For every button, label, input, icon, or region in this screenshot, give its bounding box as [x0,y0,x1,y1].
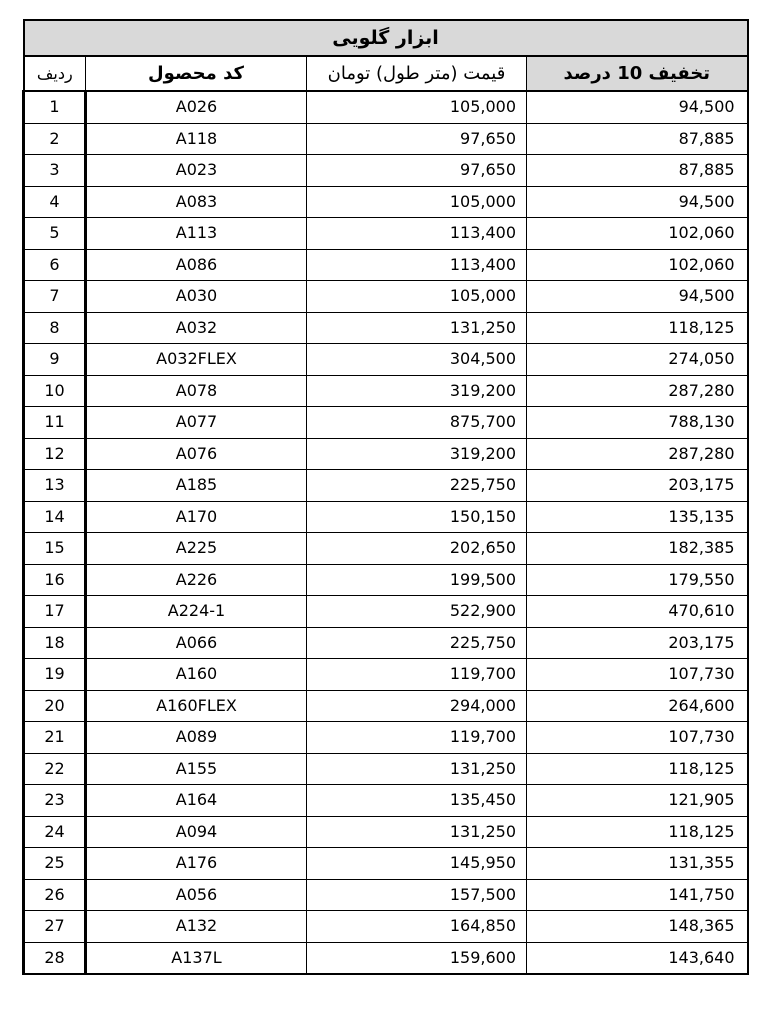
discount-price-cell: 94,500 [527,281,748,313]
price-cell: 225,750 [307,627,527,659]
row-index-cell: 10 [24,375,86,407]
discount-price-cell: 287,280 [527,375,748,407]
price-table [22,19,749,975]
row-index-cell: 11 [24,407,86,439]
discount-price-cell: 107,730 [527,659,748,691]
table-row [24,312,748,344]
price-cell: 105,000 [307,91,527,123]
table-row [24,627,748,659]
table-row [24,218,748,250]
row-index-cell: 25 [24,848,86,880]
discount-price-cell: 102,060 [527,249,748,281]
table-row [24,91,748,123]
price-cell: 202,650 [307,533,527,565]
price-cell: 150,150 [307,501,527,533]
row-index-cell: 2 [24,123,86,155]
price-cell: 131,250 [307,753,527,785]
price-cell: 294,000 [307,690,527,722]
table-row [24,942,748,974]
price-cell: 135,450 [307,785,527,817]
table-row [24,785,748,817]
product-code-cell: A023 [86,155,307,187]
discount-price-cell: 135,135 [527,501,748,533]
row-index-cell: 15 [24,533,86,565]
header-price: قیمت (متر طول) تومان [307,56,527,91]
product-code-cell: A118 [86,123,307,155]
table-row [24,879,748,911]
product-code-cell: A160 [86,659,307,691]
discount-price-cell: 274,050 [527,344,748,376]
row-index-cell: 7 [24,281,86,313]
table-row [24,155,748,187]
discount-price-cell: 87,885 [527,123,748,155]
table-title-row [24,20,748,56]
table-row [24,533,748,565]
product-code-cell: A089 [86,722,307,754]
table-row [24,123,748,155]
discount-price-cell: 203,175 [527,627,748,659]
price-cell: 131,250 [307,312,527,344]
discount-price-cell: 788,130 [527,407,748,439]
row-index-cell: 6 [24,249,86,281]
row-index-cell: 5 [24,218,86,250]
discount-price-cell: 118,125 [527,816,748,848]
header-index: ردیف [24,56,86,91]
discount-price-cell: 470,610 [527,596,748,628]
discount-price-cell: 148,365 [527,911,748,943]
row-index-cell: 22 [24,753,86,785]
price-cell: 97,650 [307,155,527,187]
price-cell: 319,200 [307,375,527,407]
price-cell: 119,700 [307,722,527,754]
table-row [24,344,748,376]
row-index-cell: 8 [24,312,86,344]
product-code-cell: A113 [86,218,307,250]
price-cell: 113,400 [307,218,527,250]
discount-price-cell: 141,750 [527,879,748,911]
product-code-cell: A066 [86,627,307,659]
discount-price-cell: 94,500 [527,186,748,218]
product-code-cell: A224-1 [86,596,307,628]
discount-price-cell: 143,640 [527,942,748,974]
table-row [24,249,748,281]
discount-price-cell: 182,385 [527,533,748,565]
row-index-cell: 24 [24,816,86,848]
price-cell: 159,600 [307,942,527,974]
product-code-cell: A086 [86,249,307,281]
discount-price-cell: 264,600 [527,690,748,722]
product-code-cell: A032FLEX [86,344,307,376]
table-body [24,91,748,974]
product-code-cell: A032 [86,312,307,344]
row-index-cell: 26 [24,879,86,911]
row-index-cell: 17 [24,596,86,628]
product-code-cell: A026 [86,91,307,123]
row-index-cell: 23 [24,785,86,817]
table-row [24,690,748,722]
product-code-cell: A226 [86,564,307,596]
row-index-cell: 13 [24,470,86,502]
table-row [24,816,748,848]
price-cell: 113,400 [307,249,527,281]
discount-price-cell: 107,730 [527,722,748,754]
discount-price-cell: 179,550 [527,564,748,596]
row-index-cell: 21 [24,722,86,754]
product-code-cell: A078 [86,375,307,407]
product-code-cell: A030 [86,281,307,313]
discount-price-cell: 118,125 [527,312,748,344]
product-code-cell: A094 [86,816,307,848]
table-row [24,848,748,880]
table-row [24,470,748,502]
row-index-cell: 27 [24,911,86,943]
row-index-cell: 18 [24,627,86,659]
price-cell: 145,950 [307,848,527,880]
discount-price-cell: 287,280 [527,438,748,470]
row-index-cell: 16 [24,564,86,596]
price-cell: 131,250 [307,816,527,848]
price-cell: 199,500 [307,564,527,596]
product-code-cell: A160FLEX [86,690,307,722]
table-row [24,722,748,754]
product-code-cell: A185 [86,470,307,502]
price-cell: 225,750 [307,470,527,502]
row-index-cell: 14 [24,501,86,533]
table-row [24,911,748,943]
row-index-cell: 20 [24,690,86,722]
discount-price-cell: 94,500 [527,91,748,123]
price-cell: 97,650 [307,123,527,155]
discount-price-cell: 118,125 [527,753,748,785]
price-cell: 119,700 [307,659,527,691]
product-code-cell: A170 [86,501,307,533]
table-row [24,407,748,439]
discount-price-cell: 102,060 [527,218,748,250]
price-cell: 157,500 [307,879,527,911]
table-row [24,659,748,691]
product-code-cell: A155 [86,753,307,785]
product-code-cell: A077 [86,407,307,439]
row-index-cell: 28 [24,942,86,974]
price-cell: 522,900 [307,596,527,628]
discount-price-cell: 87,885 [527,155,748,187]
row-index-cell: 3 [24,155,86,187]
product-code-cell: A056 [86,879,307,911]
price-cell: 304,500 [307,344,527,376]
row-index-cell: 9 [24,344,86,376]
price-cell: 105,000 [307,281,527,313]
table-row [24,281,748,313]
price-cell: 875,700 [307,407,527,439]
row-index-cell: 19 [24,659,86,691]
table-row [24,564,748,596]
table-row [24,501,748,533]
product-code-cell: A132 [86,911,307,943]
product-code-cell: A076 [86,438,307,470]
product-code-cell: A164 [86,785,307,817]
table-row [24,186,748,218]
product-code-cell: A137L [86,942,307,974]
row-index-cell: 12 [24,438,86,470]
row-index-cell: 1 [24,91,86,123]
table-row [24,596,748,628]
header-discount: تخفیف 10 درصد [527,56,748,91]
price-cell: 164,850 [307,911,527,943]
table-header-row [24,56,748,91]
product-code-cell: A225 [86,533,307,565]
header-product-code: کد محصول [86,56,307,91]
row-index-cell: 4 [24,186,86,218]
discount-price-cell: 121,905 [527,785,748,817]
table-title: ابزار گلویی [24,20,748,56]
discount-price-cell: 203,175 [527,470,748,502]
product-code-cell: A176 [86,848,307,880]
price-cell: 319,200 [307,438,527,470]
price-cell: 105,000 [307,186,527,218]
table-row [24,438,748,470]
product-code-cell: A083 [86,186,307,218]
table-row [24,753,748,785]
table-row [24,375,748,407]
discount-price-cell: 131,355 [527,848,748,880]
